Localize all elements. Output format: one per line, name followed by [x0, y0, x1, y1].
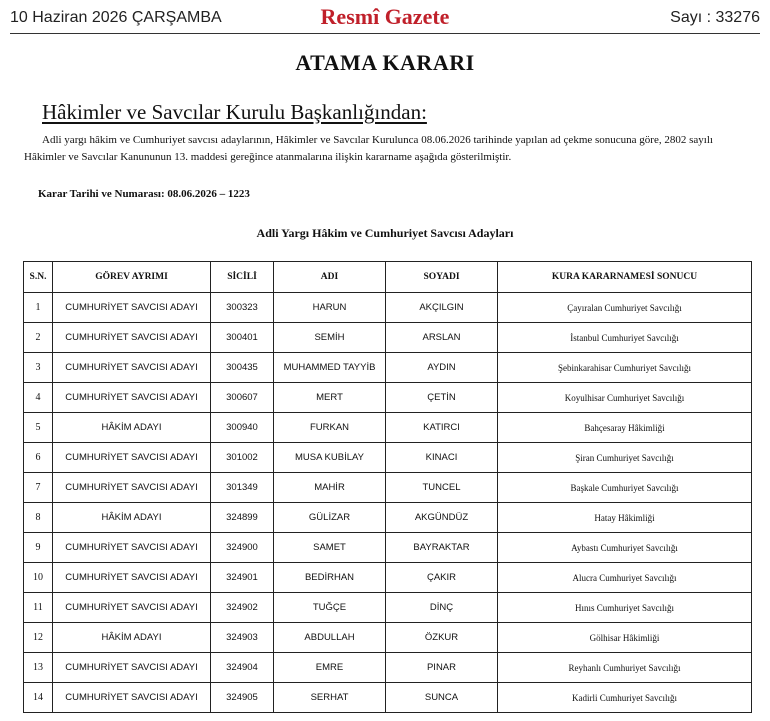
masthead	[10, 4, 760, 30]
cell-first-name: MUHAMMED TAYYİB	[274, 353, 386, 383]
cell-registry: 324905	[211, 683, 274, 713]
cell-first-name: SAMET	[274, 533, 386, 563]
gazette-title: Resmî Gazete	[320, 4, 450, 29]
cell-first-name: FURKAN	[274, 413, 386, 443]
cell-result: Gölhisar Hâkimliği	[498, 623, 752, 653]
cell-sn: 8	[24, 503, 53, 533]
cell-sn: 1	[24, 293, 53, 323]
publication-date: 10 Haziran 2026 ÇARŞAMBA	[10, 9, 222, 26]
cell-last-name: ARSLAN	[386, 323, 498, 353]
cell-sn: 9	[24, 533, 53, 563]
cell-last-name: SUNCA	[386, 683, 498, 713]
cell-duty: CUMHURİYET SAVCISI ADAYI	[53, 443, 211, 473]
cell-sn: 6	[24, 443, 53, 473]
issue-number: Sayı : 33276	[670, 9, 760, 26]
cell-result: Koyulhisar Cumhuriyet Savcılığı	[498, 383, 752, 413]
cell-result: Çayıralan Cumhuriyet Savcılığı	[498, 293, 752, 323]
cell-duty: HÂKİM ADAYI	[53, 413, 211, 443]
table-body	[24, 293, 752, 713]
cell-result: İstanbul Cumhuriyet Savcılığı	[498, 323, 752, 353]
cell-result: Şebinkarahisar Cumhuriyet Savcılığı	[498, 353, 752, 383]
cell-duty: CUMHURİYET SAVCISI ADAYI	[53, 593, 211, 623]
document-title: ATAMA KARARI	[295, 50, 475, 75]
cell-registry: 324902	[211, 593, 274, 623]
cell-first-name: MERT	[274, 383, 386, 413]
cell-sn: 13	[24, 653, 53, 683]
cell-first-name: MUSA KUBİLAY	[274, 443, 386, 473]
cell-first-name: TUĞÇE	[274, 593, 386, 623]
header-duty: GÖREV AYRIMI	[53, 262, 211, 293]
cell-result: Reyhanlı Cumhuriyet Savcılığı	[498, 653, 752, 683]
cell-first-name: BEDİRHAN	[274, 563, 386, 593]
header-result: KURA KARARNAMESİ SONUCU	[498, 262, 752, 293]
table-row	[24, 503, 752, 533]
issuer-heading: Hâkimler ve Savcılar Kurulu Başkanlığından:	[42, 100, 427, 124]
masthead-divider	[10, 33, 760, 34]
table-row	[24, 563, 752, 593]
cell-sn: 2	[24, 323, 53, 353]
intro-paragraph: Adli yargı hâkim ve Cumhuriyet savcısı adaylarının, Hâkimler ve Savcılar Kurulunca 08.06.2026 tarihinde yapılan ad çekme sonucuna göre, 2802 sayılı Hâkimler ve Savcılar Kanununun 13. maddesi gereğince atanmalarına ilişkin kararname aşağıda gösterilmiştir.	[24, 134, 713, 163]
cell-registry: 300401	[211, 323, 274, 353]
cell-duty: CUMHURİYET SAVCISI ADAYI	[53, 353, 211, 383]
cell-registry: 300323	[211, 293, 274, 323]
cell-result: Başkale Cumhuriyet Savcılığı	[498, 473, 752, 503]
header-first-name: ADI	[274, 262, 386, 293]
cell-last-name: AKGÜNDÜZ	[386, 503, 498, 533]
cell-result: Aybastı Cumhuriyet Savcılığı	[498, 533, 752, 563]
decision-date-number: Karar Tarihi ve Numarası: 08.06.2026 – 1223	[38, 188, 250, 200]
table-row	[24, 413, 752, 443]
cell-last-name: ÇETİN	[386, 383, 498, 413]
cell-duty: CUMHURİYET SAVCISI ADAYI	[53, 323, 211, 353]
cell-sn: 11	[24, 593, 53, 623]
cell-first-name: EMRE	[274, 653, 386, 683]
header-registry: SİCİLİ	[211, 262, 274, 293]
cell-registry: 324900	[211, 533, 274, 563]
cell-last-name: DİNÇ	[386, 593, 498, 623]
cell-duty: CUMHURİYET SAVCISI ADAYI	[53, 563, 211, 593]
cell-result: Alucra Cumhuriyet Savcılığı	[498, 563, 752, 593]
cell-last-name: AYDIN	[386, 353, 498, 383]
table-row	[24, 293, 752, 323]
cell-last-name: KINACI	[386, 443, 498, 473]
table-row	[24, 383, 752, 413]
cell-duty: CUMHURİYET SAVCISI ADAYI	[53, 383, 211, 413]
cell-registry: 301349	[211, 473, 274, 503]
cell-last-name: AKÇILGIN	[386, 293, 498, 323]
table-row	[24, 353, 752, 383]
table-header-row	[24, 262, 752, 293]
cell-last-name: ÇAKIR	[386, 563, 498, 593]
table-row	[24, 443, 752, 473]
cell-first-name: GÜLİZAR	[274, 503, 386, 533]
table-row	[24, 683, 752, 713]
cell-last-name: TUNCEL	[386, 473, 498, 503]
cell-registry: 324903	[211, 623, 274, 653]
cell-registry: 324899	[211, 503, 274, 533]
table-row	[24, 323, 752, 353]
cell-duty: CUMHURİYET SAVCISI ADAYI	[53, 473, 211, 503]
cell-last-name: ÖZKUR	[386, 623, 498, 653]
cell-duty: CUMHURİYET SAVCISI ADAYI	[53, 653, 211, 683]
cell-result: Bahçesaray Hâkimliği	[498, 413, 752, 443]
cell-first-name: SERHAT	[274, 683, 386, 713]
cell-result: Hatay Hâkimliği	[498, 503, 752, 533]
cell-registry: 324901	[211, 563, 274, 593]
cell-registry: 300607	[211, 383, 274, 413]
cell-first-name: SEMİH	[274, 323, 386, 353]
table-row	[24, 623, 752, 653]
cell-first-name: HARUN	[274, 293, 386, 323]
cell-duty: HÂKİM ADAYI	[53, 623, 211, 653]
table-caption: Adli Yargı Hâkim ve Cumhuriyet Savcısı Adayları	[256, 226, 514, 240]
cell-duty: CUMHURİYET SAVCISI ADAYI	[53, 683, 211, 713]
cell-sn: 10	[24, 563, 53, 593]
cell-first-name: MAHİR	[274, 473, 386, 503]
cell-last-name: PINAR	[386, 653, 498, 683]
header-last-name: SOYADI	[386, 262, 498, 293]
table-row	[24, 473, 752, 503]
cell-sn: 5	[24, 413, 53, 443]
cell-sn: 4	[24, 383, 53, 413]
cell-sn: 12	[24, 623, 53, 653]
cell-result: Hınıs Cumhuriyet Savcılığı	[498, 593, 752, 623]
cell-result: Kadirli Cumhuriyet Savcılığı	[498, 683, 752, 713]
cell-duty: CUMHURİYET SAVCISI ADAYI	[53, 293, 211, 323]
cell-sn: 7	[24, 473, 53, 503]
cell-sn: 3	[24, 353, 53, 383]
table-row	[24, 593, 752, 623]
cell-duty: HÂKİM ADAYI	[53, 503, 211, 533]
cell-registry: 301002	[211, 443, 274, 473]
cell-registry: 324904	[211, 653, 274, 683]
cell-last-name: BAYRAKTAR	[386, 533, 498, 563]
cell-last-name: KATIRCI	[386, 413, 498, 443]
cell-first-name: ABDULLAH	[274, 623, 386, 653]
cell-duty: CUMHURİYET SAVCISI ADAYI	[53, 533, 211, 563]
cell-sn: 14	[24, 683, 53, 713]
appointments-table	[23, 261, 752, 713]
cell-registry: 300435	[211, 353, 274, 383]
table-row	[24, 653, 752, 683]
cell-registry: 300940	[211, 413, 274, 443]
header-sn: S.N.	[24, 262, 53, 293]
table-row	[24, 533, 752, 563]
cell-result: Şiran Cumhuriyet Savcılığı	[498, 443, 752, 473]
